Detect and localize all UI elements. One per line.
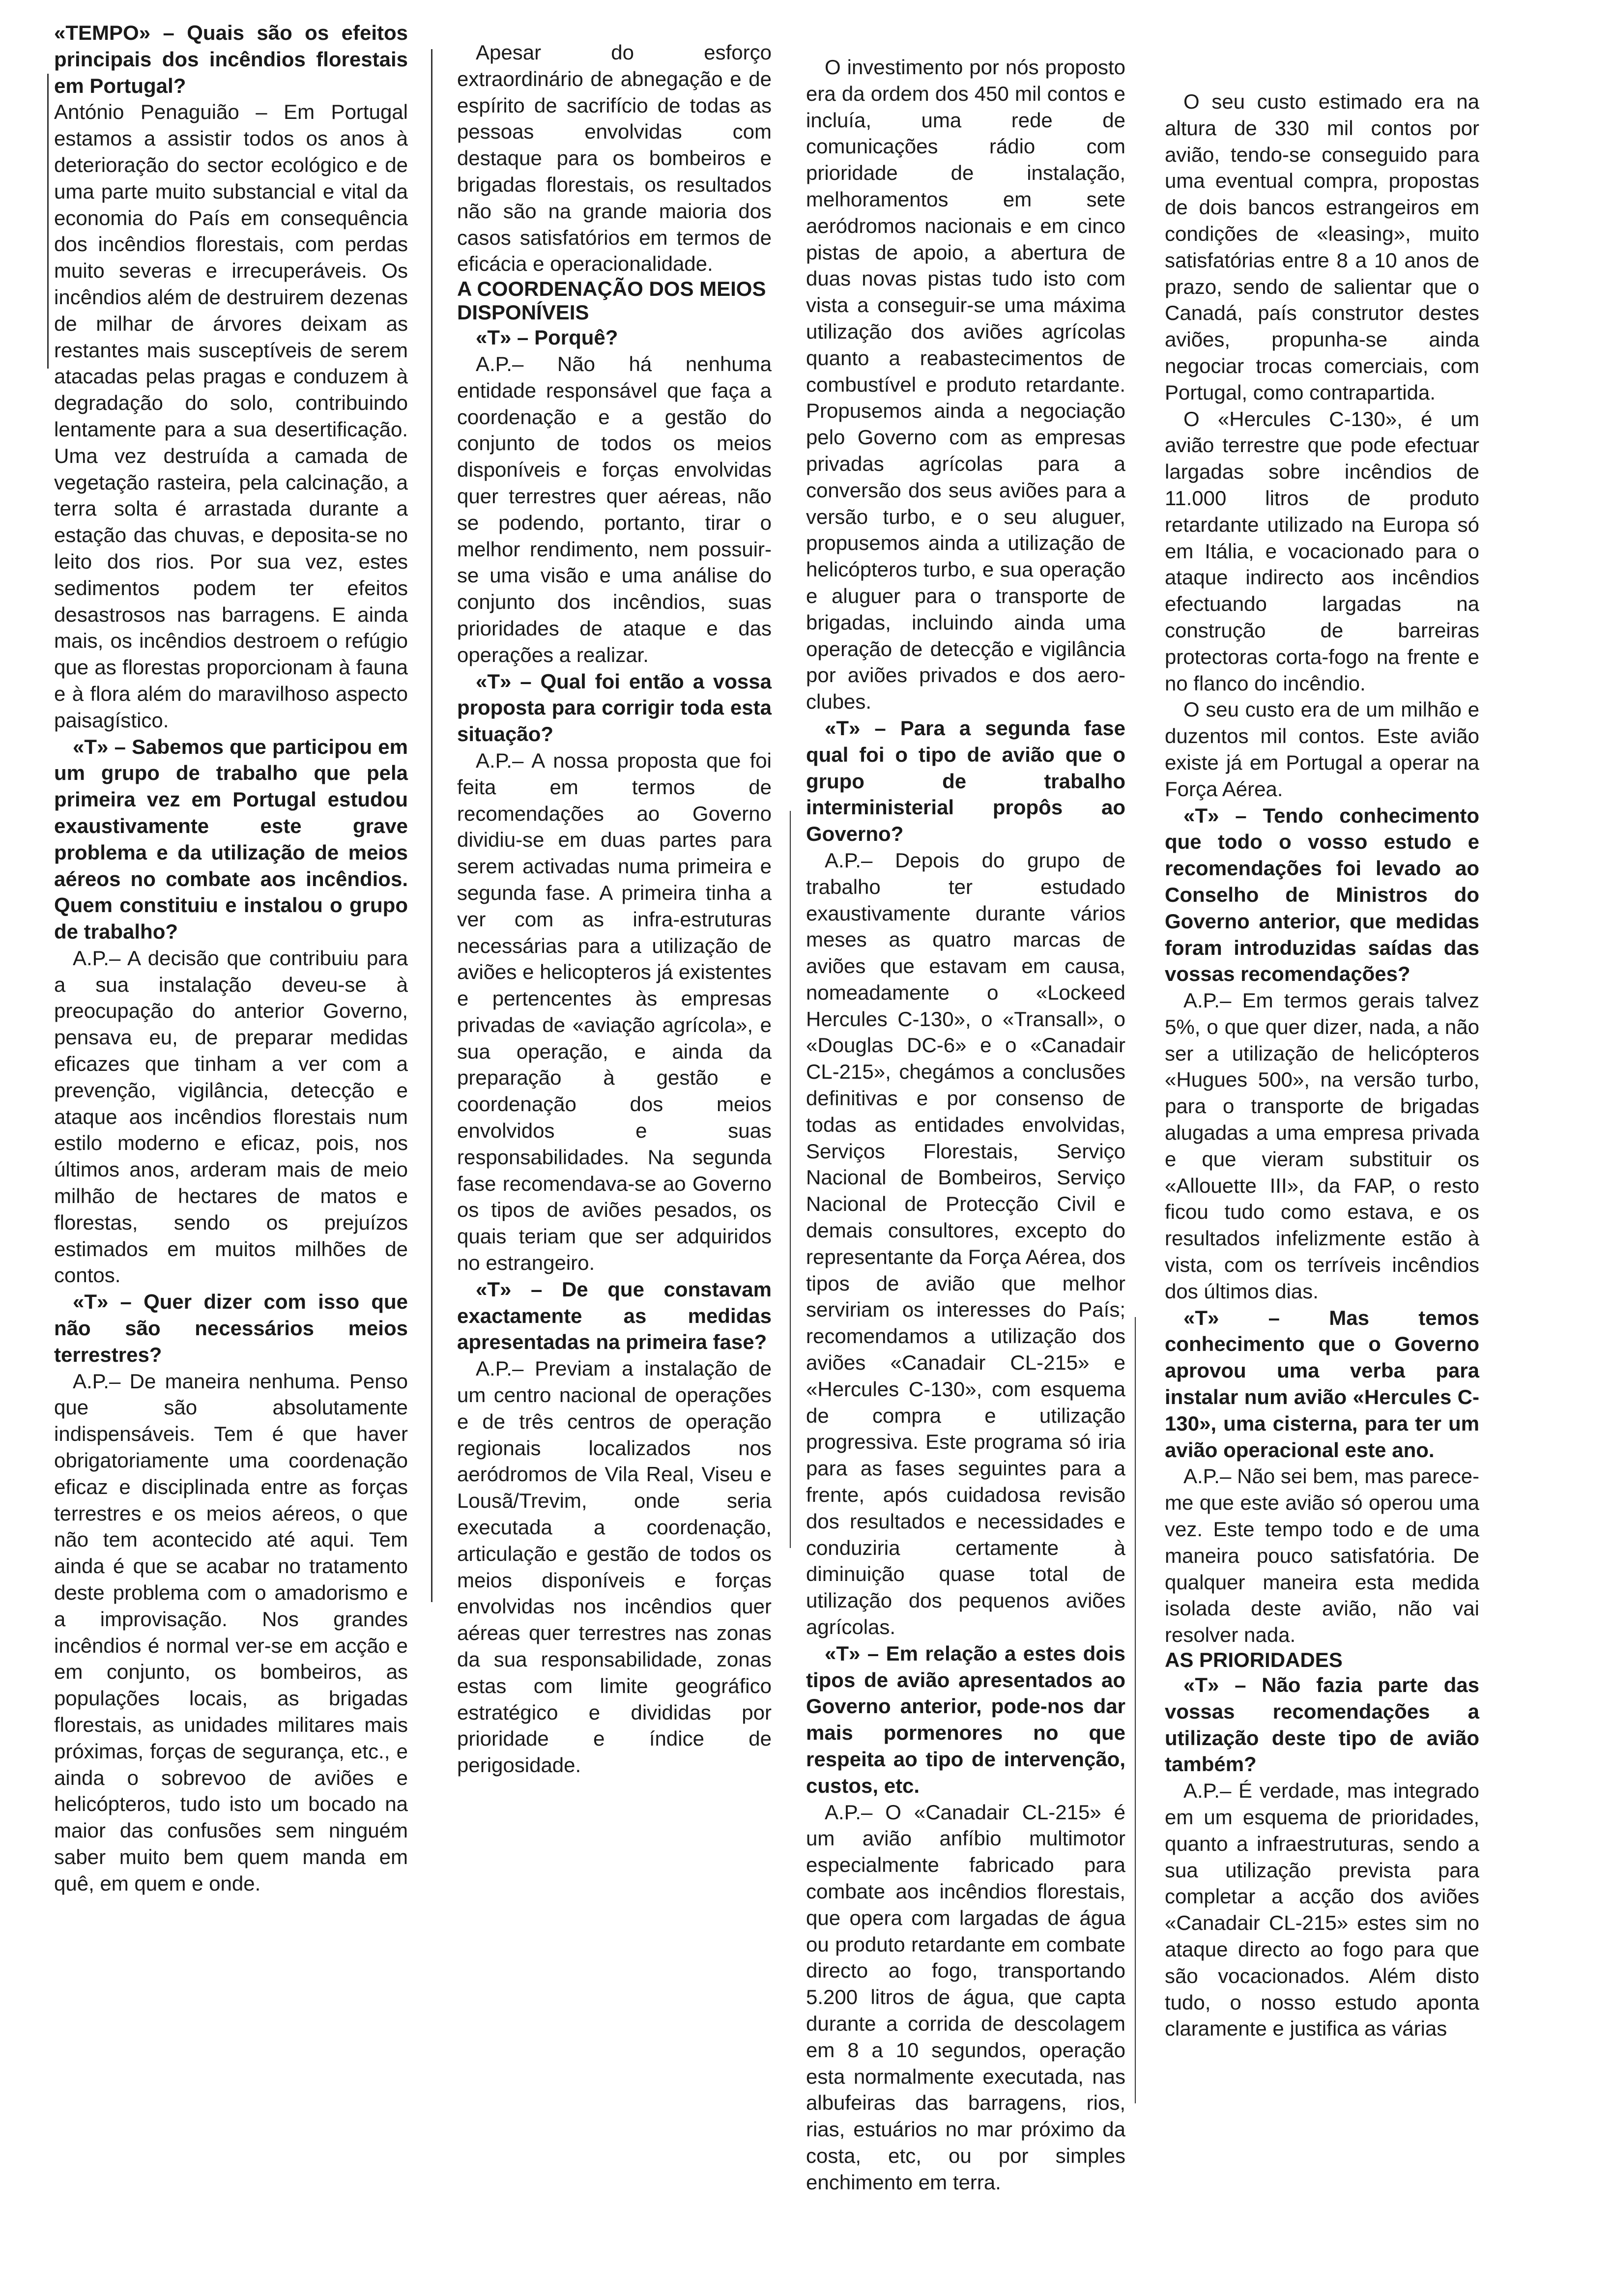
paragraph: A.P.– A nossa proposta que foi feita em termos de recomendações ao Governo dividiu-se em duas partes para serem activadas numa primeira e segunda fase. A primeira tinha a ver com as infra-estruturas necessárias para a utilização de aviões e helicopteros já existentes e pertencentes às empresas privadas de «aviação agrícola», e sua operação, e ainda da preparação à gestão e coordenação dos meios envolvidos e suas responsabilidades. Na segunda fase recomendava-se ao Governo os tipos de aviões pesados, os quais teriam que ser adquiridos no estrangeiro.	[457, 748, 772, 1275]
interview-question: «T» – Qual foi então a vossa proposta para corrigir toda esta situação?	[457, 669, 772, 746]
interview-question: «T» – Porquê?	[476, 326, 618, 349]
interview-question: «T» – Tendo conhecimento que todo o vosso estudo e recomendações foi levado ao Conselho de Ministros do Governo anterior, que medidas foram introduzidas saídas das vossas recomendações?	[1165, 804, 1479, 986]
paragraph: O seu custo estimado era na altura de 330 mil contos por avião, tendo-se conseguido para uma eventual compra, propostas de dois bancos estrangeiros em condições de «leasing», muito satisfatórias entre 8 a 10 anos de prazo, sendo de salientar que o Canadá, país construtor destes aviões, propunha-se ainda negociar trocas comerciais, com Portugal, como contrapartida.	[1165, 90, 1479, 404]
interview-question: «TEMPO» – Quais são os efeitos principais dos incêndios florestais em Portugal?	[54, 21, 408, 97]
column-1-margin-rule	[47, 74, 49, 369]
section-heading: A COORDENAÇÃO DOS MEIOS DISPONÍVEIS	[457, 277, 766, 324]
paragraph: A.P.– Em termos gerais talvez 5%, o que quer dizer, nada, a não ser a utilização de helicópteros «Hugues 500», na versão turbo, para o transporte de brigadas alugadas a uma empresa privada e que vieram substituir os «Allouette III», da FAP, o resto ficou tudo como estava, e os resultados infelizmente estão à vista, com os terríveis incêndios dos últimos dias.	[1165, 989, 1479, 1303]
column-2-block-1	[457, 39, 772, 1779]
column-4-block-1	[1165, 88, 1479, 2042]
interview-question: «T» – Quer dizer com isso que não são necessários meios terrestres?	[54, 1290, 408, 1366]
paragraph: Apesar do esforço extraordinário de abnegação e de espírito de sacrifício de todas as pessoas envolvidas com destaque para os bombeiros e brigadas florestais, os resultados não são na grande maioria dos casos satisfatórios em termos de eficácia e operacionalidade.	[457, 41, 772, 276]
column-2	[457, 0, 772, 2296]
column-1-block-1	[54, 20, 408, 1897]
column-3-block-1	[806, 54, 1125, 2196]
interview-question: «T» – Em relação a estes dois tipos de avião apresentados ao Governo anterior, pode-nos dar mais pormenores no que respeita ao tipo de intervenção, custos, etc.	[806, 1641, 1125, 1797]
paragraph: A.P.– Depois do grupo de trabalho ter estudado exaustivamente durante vários meses as quatro marcas de aviões que estavam em causa, nomeadamente o «Lockeed Hercules C-130», o «Transall», o «Douglas DC-6» e o «Canadair CL-215», chegámos a conclusões definitivas e por consenso de todas as entidades envolvidas, Serviços Florestais, Serviço Nacional de Bombeiros, Serviço Nacional de Protecção Civil e demais consultores, excepto do representante da Força Aérea, dos tipos de avião que melhor serviriam os interesses do País; recomendamos a utilização dos aviões «Canadair CL-215» e «Hercules C-130», com esquema de compra e utilização progressiva. Este programa só iria para as fases seguintes para a frente, após cuidadosa revisão dos resultados e necessidades e conduziria certamente à diminuição quase total de utilização dos pequenos aviões agrícolas.	[806, 848, 1125, 1639]
column-rule-2	[790, 811, 791, 1548]
paragraph: O seu custo era de um milhão e duzentos mil contos. Este avião existe já em Portugal a operar na Força Aérea.	[1165, 698, 1479, 801]
paragraph: O investimento por nós proposto era da ordem dos 450 mil contos e incluía, uma rede de comunicações rádio com prioridade de instalação, melhoramentos em sete aeródromos nacionais e em cinco pistas de apoio, a abertura de duas novas pistas tudo isto com vista a conseguir-se uma máxima utilização dos aviões agrícolas quanto a reabastecimentos de combustível e produto retardante. Propusemos ainda a negociação pelo Governo com as empresas privadas agrícolas para a conversão dos seus aviões para a versão turbo, e o seu aluguer, propusemos ainda a utilização de helicópteros turbo, e sua operação e aluguer para o transporte de brigadas, incluindo ainda uma operação de detecção e vigilância por aviões privados e dos aero-clubes.	[806, 56, 1125, 714]
interview-question: «T» – Sabemos que participou em um grupo de trabalho que pela primeira vez em Portugal estudou exaustivamente este grave problema e da utilização de meios aéreos no combate aos incêndios. Quem constituiu e instalou o grupo de trabalho?	[54, 735, 408, 944]
interview-question: «T» – Mas temos conhecimento que o Governo aprovou uma verba para instalar num avião «Hercules C-130», uma cisterna, para ter um avião operacional este ano.	[1165, 1306, 1479, 1462]
column-4	[1165, 0, 1479, 2296]
column-rule-1	[431, 49, 432, 1602]
interview-question: «T» – Para a segunda fase qual foi o tipo de avião que o grupo de trabalho interministerial propôs ao Governo?	[806, 716, 1125, 846]
paragraph: O «Hercules C-130», é um avião terrestre que pode efectuar largadas sobre incêndios de 11.000 litros de produto retardante utilizado na Europa só em Itália, e vocacionado para o ataque indirecto aos incêndios efectuando largadas na construção de barreiras protectoras corta-fogo na frente e no flanco do incêndio.	[1165, 407, 1479, 695]
paragraph: A.P.– O «Canadair CL-215» é um avião anfíbio multimotor especialmente fabricado para combate aos incêndios florestais, que opera com largadas de água ou produto retardante em combate directo ao fogo, transportando 5.200 litros de água, que capta durante a corrida de descolagem em 8 a 10 segundos, operação esta normalmente executada, nas albufeiras das barragens, rios, rias, estuários no mar próximo da costa, etc, ou por simples enchimento em terra.	[806, 1800, 1125, 2194]
paragraph: A.P.– A decisão que contribuiu para a sua instalação deveu-se à preocupação do anterior Governo, pensava eu, de preparar medidas eficazes que tinham a ver com a prevenção, vigilância, detecção e ataque aos incêndios florestais num estilo moderno e eficaz, pois, nos últimos anos, arderam mais de meio milhão de hectares de matos e florestas, sendo os prejuízos estimados em muitos milhões de contos.	[54, 946, 408, 1287]
interview-question: «T» – Não fazia parte das vossas recomendações a utilização deste tipo de avião também?	[1165, 1673, 1479, 1776]
column-3	[806, 0, 1125, 2296]
paragraph: A.P.– Não sei bem, mas parece-me que este avião só operou uma vez. Este tempo todo e de uma maneira pouco satisfatória. De qualquer maneira esta medida isolada deste avião, não vai resolver nada.	[1165, 1464, 1479, 1647]
column-1	[54, 0, 408, 2296]
column-rule-3	[1135, 1317, 1136, 2103]
paragraph: A.P.– É verdade, mas integrado em um esquema de prioridades, quanto a infraestruturas, sendo a sua utilização prevista para completar a acção dos aviões «Canadair CL-215» estes sim no ataque directo ao fogo para que são vocacionados. Além disto tudo, o nosso estudo aponta claramente e justifica as várias	[1165, 1779, 1479, 2040]
paragraph: A.P.– Previam a instalação de um centro nacional de operações e de três centros de operação regionais localizados nos aeródromos de Vila Real, Viseu e Lousã/Trevim, onde seria executada a coordenação, articulação e gestão de todos os meios disponíveis e forças envolvidas nos incêndios quer aéreas quer terrestres nas zonas da sua responsabilidade, zonas estas com limite geográfico estratégico e divididas por prioridade e índice de perigosidade.	[457, 1357, 772, 1777]
paragraph: A.P.– De maneira nenhuma. Penso que são absolutamente indispensáveis. Tem é que haver obrigatoriamente uma coordenação eficaz e disciplinada entre as forças terrestres e os meios aéreos, o que não tem acontecido até aqui. Tem ainda é que se acabar no tratamento deste problema com o amadorismo e a improvisação. Nos grandes incêndios é normal ver-se em acção e em conjunto, os bombeiros, as populações locais, as brigadas florestais, as unidades militares mais próximas, forças de segurança, etc., e ainda o sobrevoo de aviões e helicópteros, tudo isto um bocado na maior das confusões sem ninguém saber muito bem quem manda em quê, em quem e onde.	[54, 1369, 408, 1895]
paragraph: A.P.– Não há nenhuma entidade responsável que faça a coordenação e a gestão do conjunto de todos os meios disponíveis e forças envolvidas quer terrestres quer aéreas, não se podendo, portanto, tirar o melhor rendimento, nem possuir-se uma visão e uma análise do conjunto dos incêndios, suas prioridades de ataque e das operações a realizar.	[457, 352, 772, 666]
interview-question: «T» – De que constavam exactamente as medidas apresentadas na primeira fase?	[457, 1277, 772, 1354]
section-heading: AS PRIORIDADES	[1165, 1648, 1343, 1672]
paragraph: António Penaguião – Em Portugal estamos a assistir todos os anos à deterioração do sector ecológico e de uma parte muito substancial e vital da economia do País em consequência dos incêndios florestais, com perdas muito severas e irrecuperáveis. Os incêndios além de destruirem dezenas de milhar de árvores deixam as restantes mais susceptíveis de serem atacadas pelas pragas e conduzem à degradação do solo, contribuindo lentamente para a sua desertificação. Uma vez destruída a camada de vegetação rasteira, pela calcinação, a terra solta é arrastada durante a estação das chuvas, e deposita-se no leito dos rios. Por sua vez, estes sedimentos podem ter efeitos desastrosos nas barragens. E ainda mais, os incêndios destroem o refúgio que as florestas proporcionam à fauna e à flora além do maravilhoso aspecto paisagístico.	[54, 100, 408, 732]
